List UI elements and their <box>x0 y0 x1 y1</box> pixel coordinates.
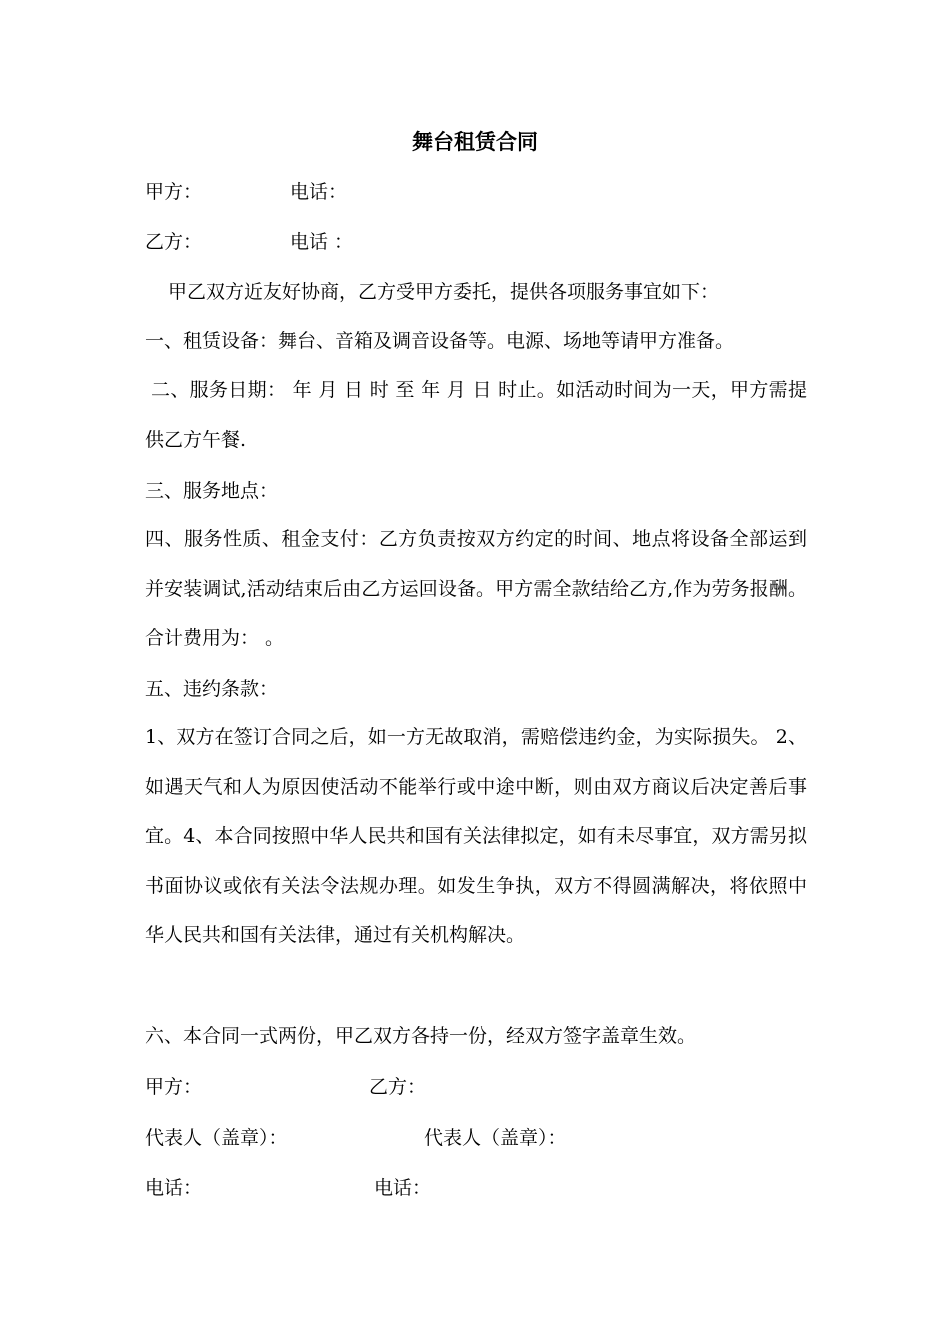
clause-4: 四、服务性质、租金支付：乙方负责按双方约定的时间、地点将设备全部运到并安装调试,活动结束后由乙方运回设备。甲方需全款结给乙方,作为劳务报酬。 合计费用为： 。 <box>145 528 807 649</box>
clause-1: 一、租赁设备：舞台、音箱及调音设备等。电源、场地等请甲方准备。 <box>145 330 735 352</box>
signature-party-b: 乙方： <box>369 1076 427 1098</box>
signature-party-a-phone: 电话： <box>145 1177 203 1199</box>
document-title: 舞台租赁合同 <box>412 129 538 154</box>
party-a-label: 甲方： <box>145 181 203 203</box>
signature-party-b-representative: 代表人（盖章）： <box>424 1127 567 1149</box>
signature-party-b-phone: 电话： <box>374 1177 432 1199</box>
clause-3: 三、服务地点： <box>145 480 279 502</box>
clause-5-title: 五、违约条款： <box>145 678 279 700</box>
clause-2: 二、服务日期： 年 月 日 时 至 年 月 日 时止。如活动时间为一天，甲方需提供乙方午餐. <box>145 379 807 451</box>
signature-party-a: 甲方： <box>145 1076 203 1098</box>
intro-paragraph: 甲乙双方近友好协商，乙方受甲方委托，提供各项服务事宜如下： <box>168 281 720 303</box>
clause-6: 六、本合同一式两份，甲乙双方各持一份，经双方签字盖章生效。 <box>145 1025 697 1047</box>
party-b-phone: 电话 ： <box>290 231 354 253</box>
party-a-phone: 电话： <box>290 181 348 203</box>
clause-5-body: 1、双方在签订合同之后，如一方无故取消，需赔偿违约金，为实际损失。 2、如遇天气和人为原因使活动不能举行或中途中断，则由双方商议后决定善后事宜。4、本合同按照中华人民共和国有关法律拟定，如有未尽事宜，双方需另拟书面协议或依有关法令法规办理。如发生争执，双方不得圆满解决，将依照中华人民共和国有关法律，通过有关机构解决。 <box>145 726 807 946</box>
party-b-label: 乙方： <box>145 231 203 253</box>
signature-party-a-representative: 代表人（盖章）： <box>145 1127 288 1149</box>
